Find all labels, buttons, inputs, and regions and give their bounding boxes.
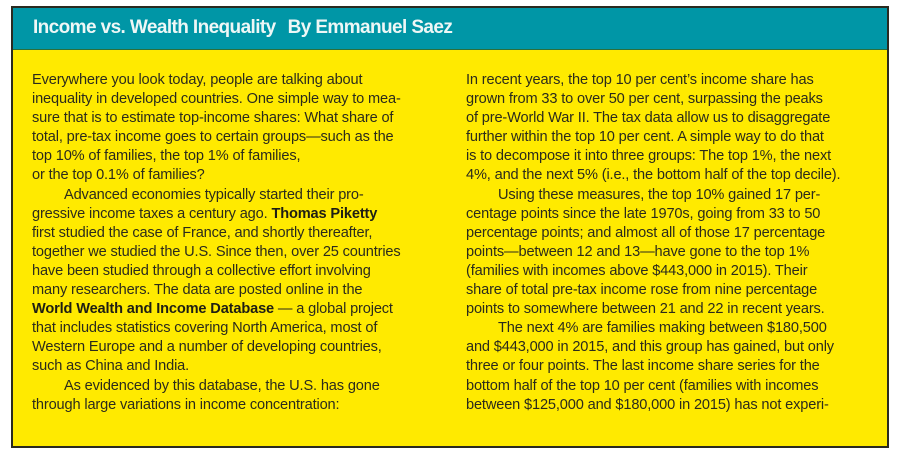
text-line: inequality in developed countries. One simple way to mea- [32, 91, 401, 108]
text-line: Everywhere you look today, people are talking about [32, 72, 363, 88]
text-line: total, pre-tax income goes to certain groups—such as the [32, 129, 394, 146]
text-line: between $125,000 and $180,000 in 2015) has not experi- [466, 396, 829, 413]
article-box [11, 6, 889, 448]
article-header [13, 8, 887, 50]
text-line: and $443,000 in 2015, and this group has gained, but only [466, 339, 834, 356]
text-line: or the top 0.1% of families? [32, 167, 205, 184]
text-line: percentage points; and almost all of those 17 percentage [466, 224, 826, 241]
text-line: sure that is to estimate top-income shares: What share of [32, 110, 394, 127]
text-line: points—between 12 and 13—have gone to the top 1% [466, 243, 810, 260]
text-line: bottom half of the top 10 per cent (families with incomes [466, 377, 819, 394]
text-span: gressive income taxes a century ago. [32, 205, 272, 222]
text-line: together we studied the U.S. Since then, over 25 countries [32, 243, 401, 260]
author-name-thomas-piketty: Thomas Piketty [271, 205, 378, 222]
text-line: first studied the case of France, and shortly thereafter, [32, 224, 373, 241]
text-line: of pre-World War II. The tax data allow us to disaggregate [466, 110, 831, 127]
article-title-row [33, 17, 452, 39]
text-line: As evidenced by this database, the U.S. has gone [64, 377, 380, 394]
text-line: is to decompose it into three groups: The top 1%, the next [466, 148, 832, 165]
text-line: grown from 33 to over 50 per cent, surpassing the peaks [466, 91, 823, 108]
article-column-2 [466, 71, 886, 415]
text-line: The next 4% are families making between $180,500 [498, 320, 827, 337]
text-line [32, 300, 452, 319]
text-span: — a global project [274, 301, 393, 318]
text-line: centage points since the late 1970s, going from 33 to 50 [466, 205, 821, 222]
text-line: In recent years, the top 10 per cent’s income share has [466, 72, 814, 88]
text-line: 4%, and the next 5% (i.e., the bottom half of the top decile). [466, 167, 841, 184]
article-byline: By Emmanuel Saez [287, 17, 453, 38]
text-line: top 10% of families, the top 1% of families, [32, 148, 301, 165]
text-line: many researchers. The data are posted online in the [32, 282, 363, 299]
text-line: that includes statistics covering North America, most of [32, 320, 378, 337]
text-line: share of total pre-tax income rose from nine percentage [466, 282, 818, 299]
article-title: Income vs. Wealth Inequality [33, 17, 276, 38]
text-line: Advanced economies typically started their pro- [64, 186, 364, 203]
text-line: have been studied through a collective effort involving [32, 262, 371, 279]
text-line: further within the top 10 per cent. A simple way to do that [466, 129, 824, 146]
text-line: Using these measures, the top 10% gained 17 per- [498, 186, 821, 203]
database-name: World Wealth and Income Database [32, 301, 274, 318]
text-line: points to somewhere between 21 and 22 in recent years. [466, 301, 825, 318]
text-line: (families with incomes above $443,000 in 2015). Their [466, 262, 808, 279]
article-column-1 [32, 71, 452, 415]
text-line: Western Europe and a number of developing countries, [32, 339, 382, 356]
text-line [32, 205, 452, 224]
text-line: such as China and India. [32, 358, 190, 375]
text-line: through large variations in income concentration: [32, 396, 340, 413]
text-line: three or four points. The last income share series for the [466, 358, 820, 375]
